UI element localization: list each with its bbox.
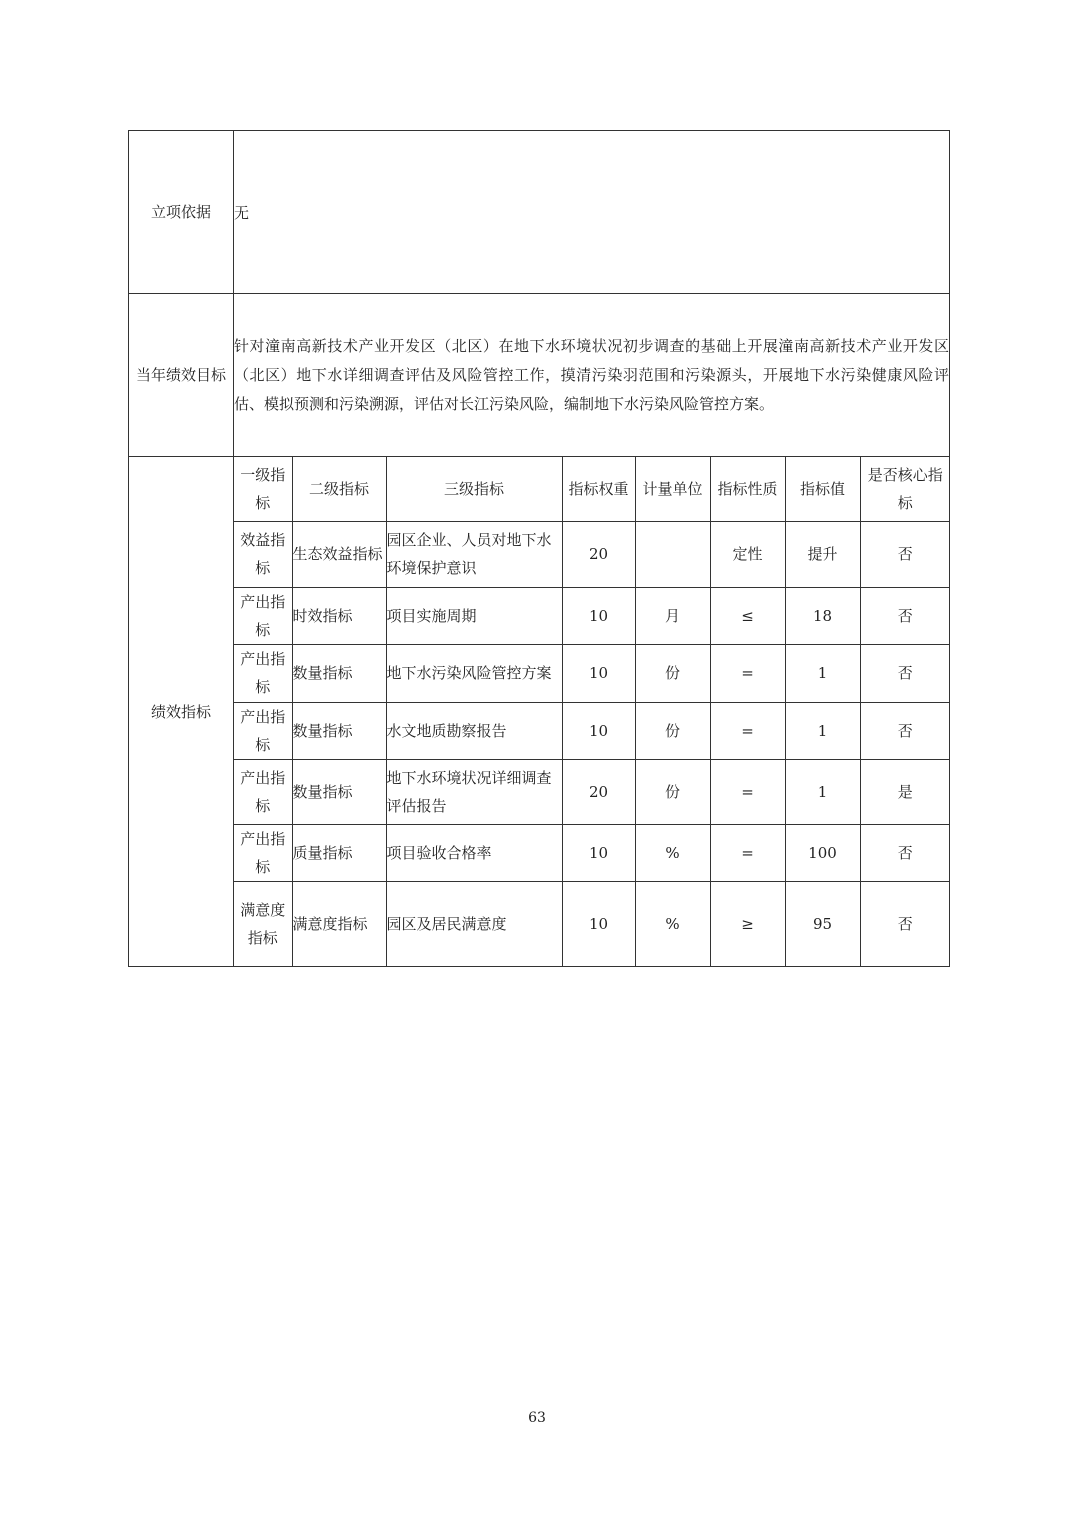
metrics-header-row [234,457,950,521]
row-unit: 份 [635,759,710,824]
row-core: 否 [860,824,950,881]
row-weight: 20 [562,521,635,587]
row-core: 否 [860,702,950,759]
header-level2: 二级指标 [292,457,386,521]
header-value: 指标值 [785,457,860,521]
row-value: 提升 [785,521,860,587]
table-row [234,759,950,824]
row-nature: = [710,759,785,824]
row-core: 否 [860,881,950,966]
row-level1: 产出指标 [234,702,292,759]
row-weight: 20 [562,759,635,824]
table-row [234,521,950,587]
row-level1: 产出指标 [234,587,292,644]
row-nature: = [710,824,785,881]
table-row [234,587,950,644]
row-unit: % [635,824,710,881]
row-level3: 园区企业、人员对地下水环境保护意识 [386,521,562,587]
row-unit: 月 [635,587,710,644]
row-level1: 产出指标 [234,759,292,824]
row-unit: 份 [635,644,710,702]
row-nature: = [710,702,785,759]
row-level3: 项目实施周期 [386,587,562,644]
header-level3: 三级指标 [386,457,562,521]
row-nature: = [710,644,785,702]
row-level3: 地下水环境状况详细调查评估报告 [386,759,562,824]
row-level2: 时效指标 [292,587,386,644]
row-core: 是 [860,759,950,824]
table-row [234,644,950,702]
goal-label: 当年绩效目标 [129,294,234,457]
row-weight: 10 [562,881,635,966]
row-value: 1 [785,702,860,759]
header-unit: 计量单位 [635,457,710,521]
performance-table [128,130,950,967]
table-row [234,881,950,966]
basis-value: 无 [234,131,950,294]
header-core: 是否核心指标 [860,457,950,521]
header-level1: 一级指标 [234,457,292,521]
row-level1: 满意度指标 [234,881,292,966]
header-weight: 指标权重 [562,457,635,521]
row-unit [635,521,710,587]
row-value: 100 [785,824,860,881]
row-value: 18 [785,587,860,644]
row-nature: ≥ [710,881,785,966]
table-row [234,824,950,881]
row-nature: 定性 [710,521,785,587]
row-level1: 产出指标 [234,824,292,881]
row-level2: 数量指标 [292,702,386,759]
row-level2: 生态效益指标 [292,521,386,587]
row-level2: 数量指标 [292,644,386,702]
row-unit: % [635,881,710,966]
row-weight: 10 [562,824,635,881]
metrics-table [234,457,950,966]
row-value: 1 [785,644,860,702]
metrics-label: 绩效指标 [129,457,234,967]
row-level2: 质量指标 [292,824,386,881]
row-level1: 效益指标 [234,521,292,587]
row-value: 1 [785,759,860,824]
row-weight: 10 [562,587,635,644]
page-number: 63 [528,1410,546,1426]
goal-row [129,294,950,457]
row-level3: 水文地质勘察报告 [386,702,562,759]
goal-text: 针对潼南高新技术产业开发区（北区）在地下水环境状况初步调查的基础上开展潼南高新技术产业开发区（北区）地下水详细调查评估及风险管控工作，摸清污染羽范围和污染源头，开展地下水污染健康风险评估、模拟预测和污染溯源，评估对长江污染风险，编制地下水污染风险管控方案。 [234,294,950,457]
row-level3: 项目验收合格率 [386,824,562,881]
basis-label: 立项依据 [129,131,234,294]
row-weight: 10 [562,702,635,759]
row-core: 否 [860,587,950,644]
row-level3: 园区及居民满意度 [386,881,562,966]
row-level1: 产出指标 [234,644,292,702]
row-value: 95 [785,881,860,966]
row-weight: 10 [562,644,635,702]
metrics-row [129,457,950,967]
header-nature: 指标性质 [710,457,785,521]
row-level2: 满意度指标 [292,881,386,966]
row-level2: 数量指标 [292,759,386,824]
basis-row [129,131,950,294]
table-row [234,702,950,759]
row-unit: 份 [635,702,710,759]
row-nature: ≤ [710,587,785,644]
row-level3: 地下水污染风险管控方案 [386,644,562,702]
row-core: 否 [860,521,950,587]
row-core: 否 [860,644,950,702]
